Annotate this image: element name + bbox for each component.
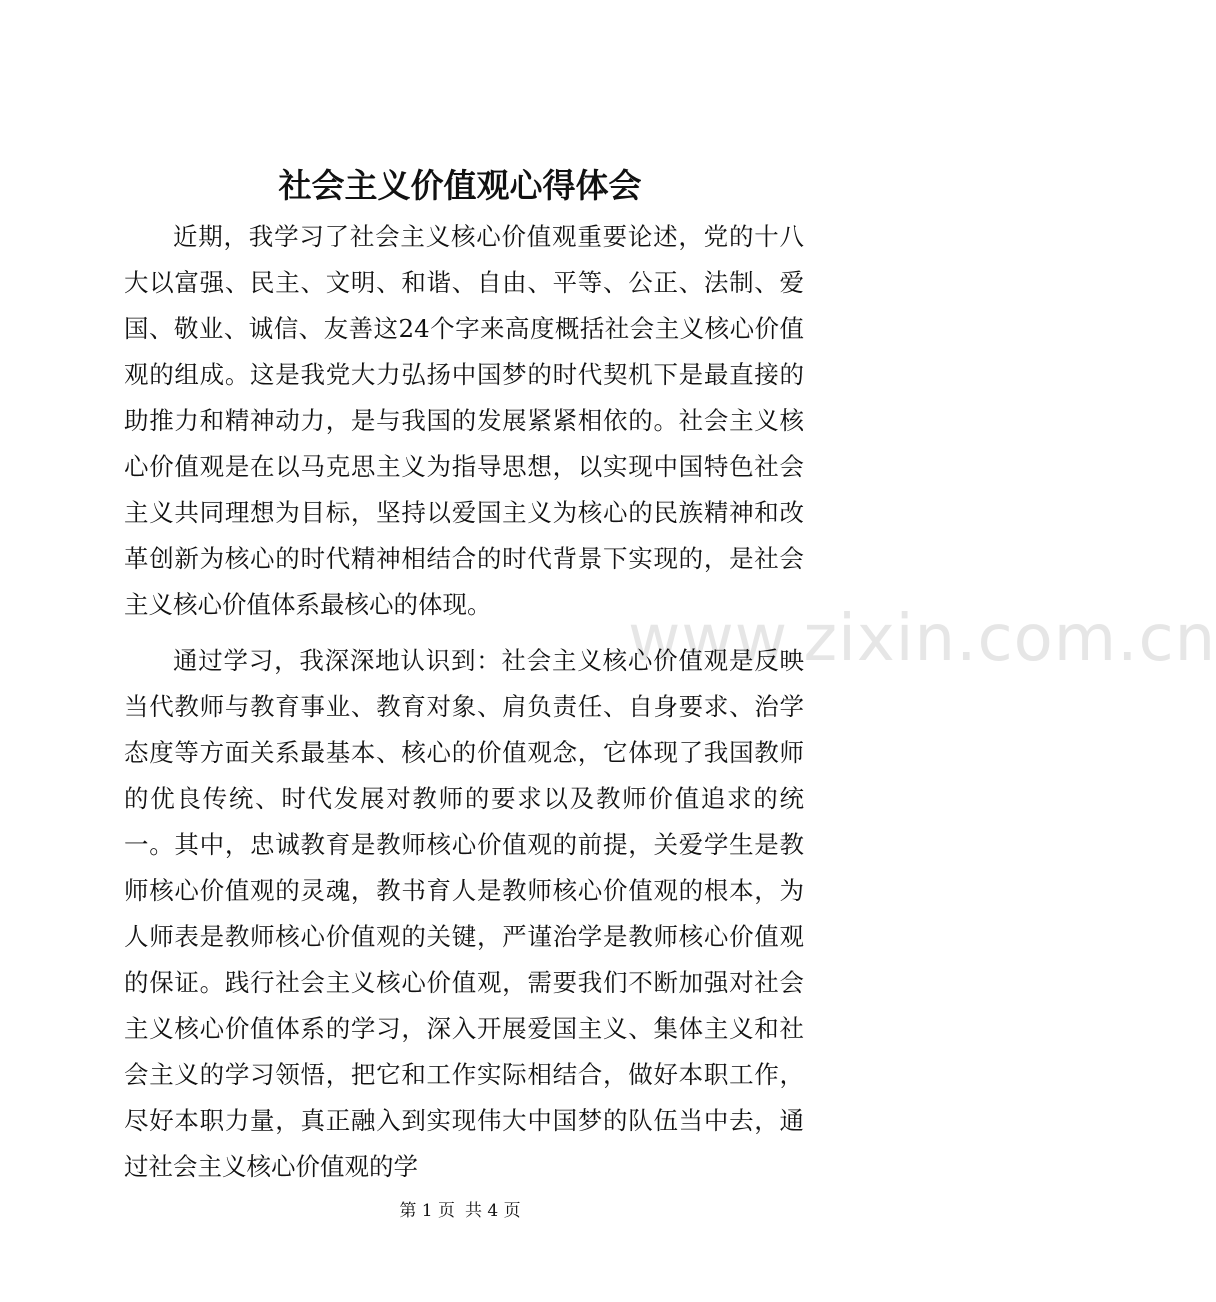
watermark: www.zixin.com.cn [628,602,1216,676]
document-title: 社会主义价值观心得体会 [278,166,642,205]
paragraph-1: 近期，我学习了社会主义核心价值观重要论述，党的十八大以富强、民主、文明、和谐、自由、平等、公正、法制、爱国、敬业、诚信、友善这24个字来高度概括社会主义核心价值观的组成。这是我党大力弘扬中国梦的时代契机下是最直接的助推力和精神动力，是与我国的发展紧紧相依的。社会主义核心价值观是在以马克思主义为指导思想，以实现中国特色社会主义共同理想为目标，坚持以爱国主义为核心的民族精神和改革创新为核心的时代精神相结合的时代背景下实现的，是社会主义核心价值体系最核心的体现。 [124,222,804,619]
paragraph-2: 通过学习，我深深地认识到：社会主义核心价值观是反映当代教师与教育事业、教育对象、肩负责任、自身要求、治学态度等方面关系最基本、核心的价值观念，它体现了我国教师的优良传统、时代发展对教师的要求以及教师价值追求的统一。其中，忠诚教育是教师核心价值观的前提，关爱学生是教师核心价值观的灵魂，教书育人是教师核心价值观的根本，为人师表是教师核心价值观的关键，严谨治学是教师核心价值观的保证。践行社会主义核心价值观，需要我们不断加强对社会主义核心价值体系的学习，深入开展爱国主义、集体主义和社会主义的学习领悟，把它和工作实际相结合，做好本职工作，尽好本职力量，真正融入到实现伟大中国梦的队伍当中去，通过社会主义核心价值观的学 [124,646,804,1181]
document-body [124,214,804,1190]
page-number-total: 共 4 页 [465,1201,521,1221]
page-number-current: 第 1 页 [399,1201,455,1221]
page-footer [0,1198,920,1224]
